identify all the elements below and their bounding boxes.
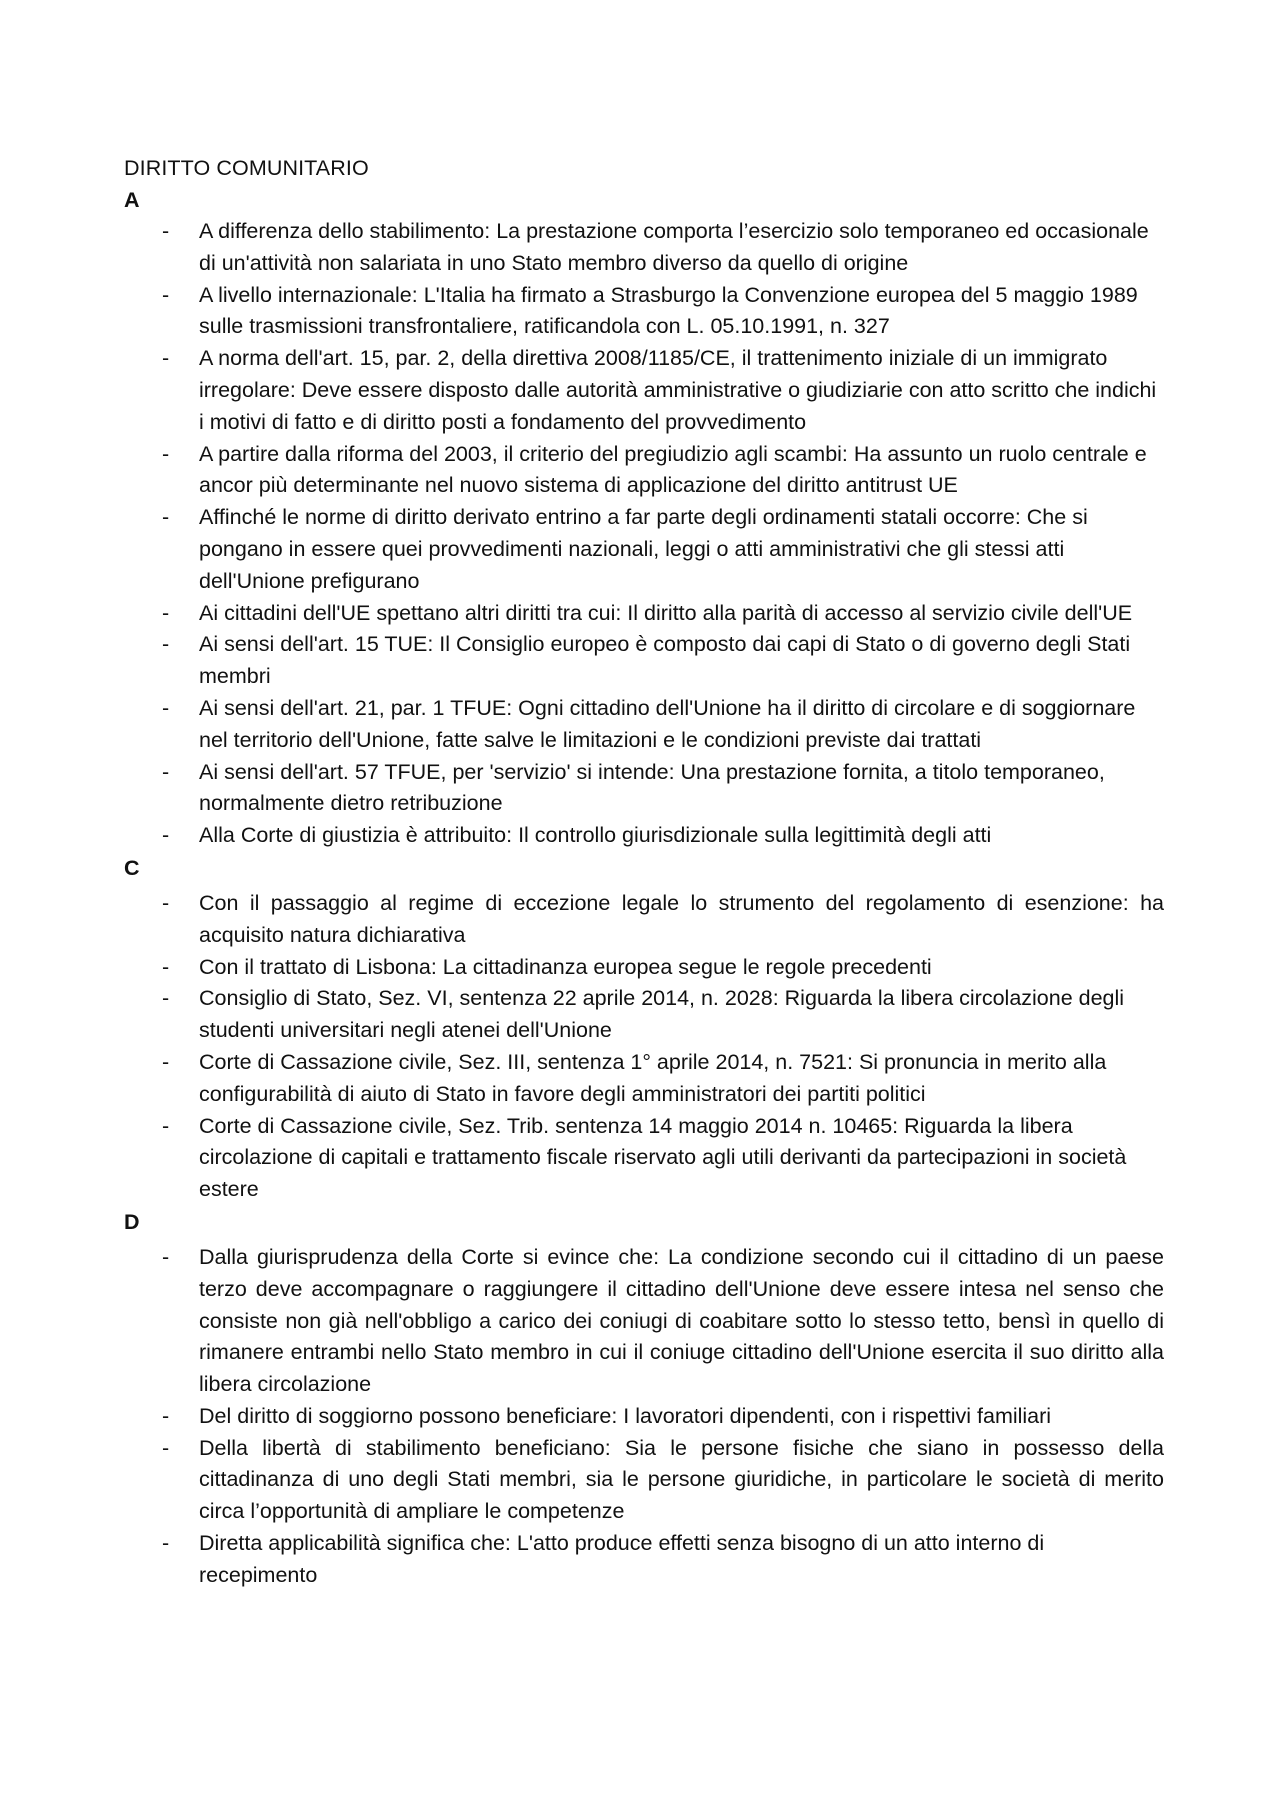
- document-title: DIRITTO COMUNITARIO: [124, 156, 369, 180]
- section-letter-a: A: [124, 188, 140, 212]
- document-page: [124, 152, 1164, 1592]
- list-item: - Corte di Cassazione civile, Sez. Trib. sentenza 14 maggio 2014 n. 10465: Riguarda la libera circolazione di capitali e trattamento fiscale riservato agli utili derivanti da partecipazioni in società estere: [124, 1111, 1164, 1206]
- section-letter-c: C: [124, 855, 140, 880]
- list-item: - A livello internazionale: L'Italia ha firmato a Strasburgo la Convenzione europea del 5 maggio 1989 sulle trasmissioni transfrontaliere, ratificandola con L. 05.10.1991, n. 327: [124, 280, 1164, 344]
- section-letter-d: D: [124, 1209, 140, 1234]
- list-item: - Con il passaggio al regime di eccezione legale lo strumento del regolamento di esenzione: ha acquisito natura dichiarativa: [124, 888, 1164, 952]
- list-item: - Dalla giurisprudenza della Corte si evince che: La condizione secondo cui il cittadino di un paese terzo deve accompagnare o raggiungere il cittadino dell'Unione deve essere intesa nel senso che consiste non già nell'obbligo a carico dei coniugi di coabitare sotto lo stesso tetto, bensì in quello di rimanere entrambi nello Stato membro in cui il coniuge cittadino dell'Unione esercita il suo diritto alla libera circolazione: [124, 1242, 1164, 1401]
- section-d-list: [124, 1242, 1164, 1592]
- list-item: - Alla Corte di giustizia è attribuito: Il controllo giurisdizionale sulla legittimità degli atti: [124, 820, 1164, 852]
- list-item: - Ai sensi dell'art. 15 TUE: Il Consiglio europeo è composto dai capi di Stato o di governo degli Stati membri: [124, 629, 1164, 693]
- list-item: - Diretta applicabilità significa che: L'atto produce effetti senza bisogno di un atto interno di recepimento: [124, 1528, 1164, 1592]
- section-c-list: [124, 888, 1164, 1206]
- list-item: - Ai sensi dell'art. 21, par. 1 TFUE: Ogni cittadino dell'Unione ha il diritto di circolare e di soggiornare nel territorio dell'Unione, fatte salve le limitazioni e le condizioni previste dai trattati: [124, 693, 1164, 757]
- list-item: - Corte di Cassazione civile, Sez. III, sentenza 1° aprile 2014, n. 7521: Si pronuncia in merito alla configurabilità di aiuto di Stato in favore degli amministratori dei partiti politici: [124, 1047, 1164, 1111]
- list-item: - Ai cittadini dell'UE spettano altri diritti tra cui: Il diritto alla parità di accesso al servizio civile dell'UE: [124, 598, 1164, 630]
- list-item: - A norma dell'art. 15, par. 2, della direttiva 2008/1185/CE, il trattenimento iniziale di un immigrato irregolare: Deve essere disposto dalle autorità amministrative o giudiziarie con atto scritto che indichi i motivi di fatto e di diritto posti a fondamento del provvedimento: [124, 343, 1164, 438]
- list-item: - A partire dalla riforma del 2003, il criterio del pregiudizio agli scambi: Ha assunto un ruolo centrale e ancor più determinante nel nuovo sistema di applicazione del diritto antitrust UE: [124, 439, 1164, 503]
- list-item: - Con il trattato di Lisbona: La cittadinanza europea segue le regole precedenti: [124, 952, 1164, 984]
- section-a-list: [124, 216, 1164, 852]
- list-item: - Consiglio di Stato, Sez. VI, sentenza 22 aprile 2014, n. 2028: Riguarda la libera circolazione degli studenti universitari negli atenei dell'Unione: [124, 983, 1164, 1047]
- list-item: - Del diritto di soggiorno possono beneficiare: I lavoratori dipendenti, con i rispettivi familiari: [124, 1401, 1164, 1433]
- list-item: - Ai sensi dell'art. 57 TFUE, per 'servizio' si intende: Una prestazione fornita, a titolo temporaneo, normalmente dietro retribuzione: [124, 757, 1164, 821]
- list-item: - Della libertà di stabilimento beneficiano: Sia le persone fisiche che siano in possesso della cittadinanza di uno degli Stati membri, sia le persone giuridiche, in particolare le società di merito circa l’opportunità di ampliare le competenze: [124, 1433, 1164, 1528]
- list-item: - Affinché le norme di diritto derivato entrino a far parte degli ordinamenti statali occorre: Che si pongano in essere quei provvedimenti nazionali, leggi o atti amministrativi che gli stessi atti dell'Unione prefigurano: [124, 502, 1164, 597]
- list-item: - A differenza dello stabilimento: La prestazione comporta l’esercizio solo temporaneo ed occasionale di un'attività non salariata in uno Stato membro diverso da quello di origine: [124, 216, 1164, 280]
